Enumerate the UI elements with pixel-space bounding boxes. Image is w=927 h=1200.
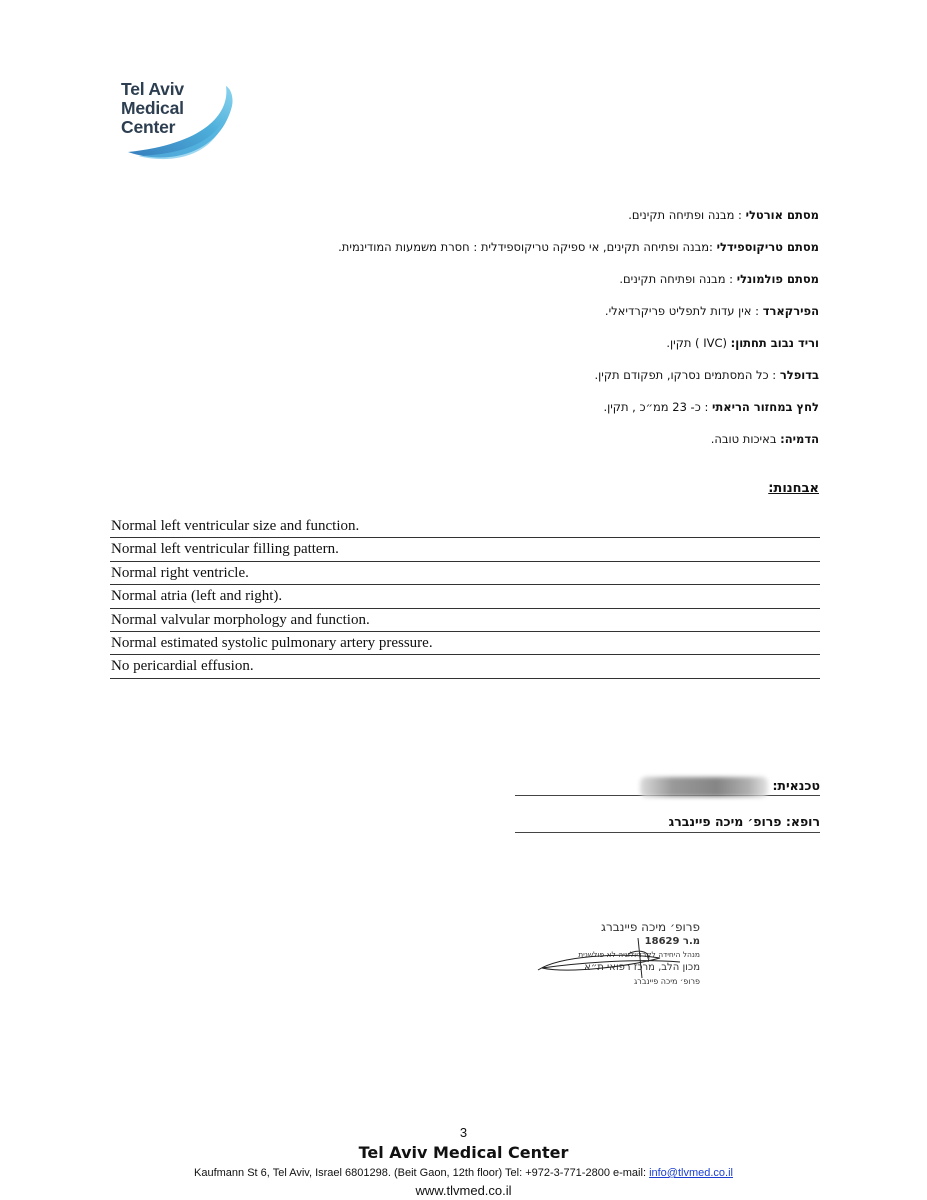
finding-separator: : [700,400,712,414]
stamp-line: מנהל היחידה לקרדיולוגיה לא פולשנית [578,950,700,959]
finding-label: וריד נבוב תחתון: [730,336,819,350]
finding-label: הדמיה: [780,432,819,446]
finding-pulmonary-pressure [199,399,819,431]
page-number: 3 [459,1125,468,1140]
stamp-line: פרופ׳ מיכה פיינברג [634,977,700,986]
diagnosis-item: No pericardial effusion. [110,655,820,678]
technician-signature-line [515,770,820,796]
finding-separator: : [768,368,780,382]
finding-label: לחץ במחזור הריאתי [711,400,819,414]
logo-wordmark [121,80,184,137]
finding-separator: : [709,240,717,254]
finding-ivc [199,335,819,367]
finding-value: מבנה ופתיחה תקינים. [628,208,735,222]
diagnosis-item: Normal atria (left and right). [110,585,820,608]
footer-address-line [0,1167,927,1179]
diagnoses-list [110,515,820,679]
stamp-line: מכון הלב, מרכז רפואי ת״א [584,962,700,973]
finding-label: בדופלר [779,368,819,382]
diagnosis-item: Normal left ventricular size and function. [110,515,820,538]
logo-line: Tel Aviv [121,79,184,99]
doctor-signature-line [515,812,820,833]
finding-separator: : [734,208,746,222]
doctor-name: פרופ׳ מיכה פיינברג [668,814,782,829]
finding-pulmonary-valve [199,271,819,303]
finding-value: באיכות טובה. [710,432,777,446]
finding-label: מסתם פולמונלי [736,272,819,286]
stamp-line: מ.ר 18629 [644,936,700,947]
finding-imaging-quality [199,431,819,463]
diagnosis-item: Normal estimated systolic pulmonary artery pressure. [110,632,820,655]
logo-line: Medical [121,98,184,118]
handwritten-signature-icon [530,918,700,1013]
finding-value: (IVC ) תקין. [666,336,728,350]
footer-org-name: Tel Aviv Medical Center [358,1143,569,1162]
finding-label: מסתם אורטלי [745,208,819,222]
finding-separator: : [751,304,763,318]
doctor-stamp [530,918,700,1013]
finding-label: הפירקארד [762,304,819,318]
diagnoses-heading: אבחנות: [768,481,819,496]
finding-doppler [199,367,819,399]
technician-label: טכנאית: [772,778,820,793]
finding-value: כ- 23 ממ״כ , תקין. [603,400,701,414]
doctor-label: רופא: [785,814,820,829]
footer-website[interactable]: www.tlvmed.co.il [415,1183,512,1198]
stamp-line: פרופ׳ מיכה פיינברג [601,920,700,934]
finding-value: מבנה ופתיחה תקינים. [619,272,726,286]
diagnosis-item: Normal left ventricular filling pattern. [110,538,820,561]
redacted-name [640,777,768,797]
footer-address: Kaufmann St 6, Tel Aviv, Israel 6801298. (Beit Gaon, 12th floor) Tel: +972-3-771-2800 e-mail: [194,1167,650,1179]
finding-pericardium [199,303,819,335]
footer-email-link[interactable]: info@tlvmed.co.il [649,1167,733,1179]
finding-label: מסתם טריקוספידלי [716,240,819,254]
finding-value: אין עדות לתפליט פריקרדיאלי. [604,304,752,318]
finding-value: כל המסתמים נסרקו, תפקודם תקין. [594,368,769,382]
finding-tricuspid-valve [199,239,819,271]
finding-aortic-valve [199,207,819,239]
hospital-logo [108,74,248,174]
logo-line: Center [121,117,176,137]
finding-value: מבנה ופתיחה תקינים, אי ספיקה טריקוספידלית : חסרת משמעות המודינמית. [338,240,710,254]
diagnosis-item: Normal valvular morphology and function. [110,609,820,632]
echo-findings [199,207,819,463]
finding-separator: : [725,272,737,286]
diagnosis-item: Normal right ventricle. [110,562,820,585]
